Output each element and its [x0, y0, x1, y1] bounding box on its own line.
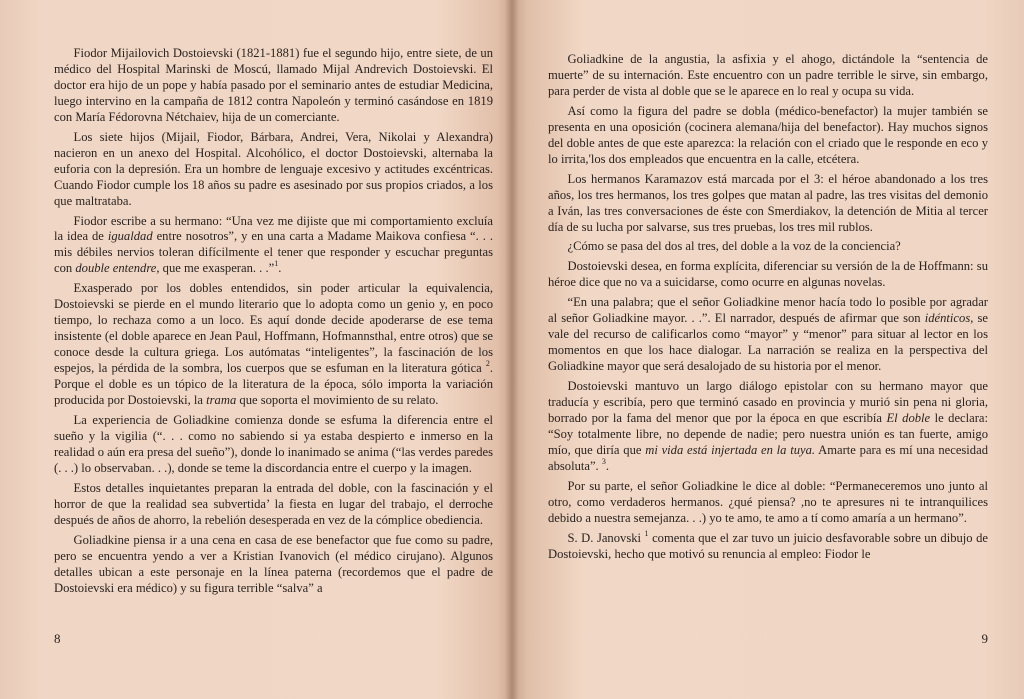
text-run: ¿Cómo se pasa del dos al tres, del doble a la voz de la conciencia?	[567, 239, 901, 254]
page-number-left: 8	[54, 631, 61, 647]
body-paragraph	[548, 479, 988, 527]
body-paragraph	[548, 52, 988, 100]
body-paragraph	[548, 295, 988, 375]
italic-text: El doble	[886, 411, 931, 426]
footnote-marker: 3	[601, 456, 606, 466]
body-paragraph	[54, 281, 493, 409]
text-run: le declara: “Soy totalmente libre, no depende de nadie; pero nuestra unión es tan fuerte, amigo mío, que diría que	[548, 411, 988, 457]
body-paragraph	[54, 481, 493, 529]
italic-text: idénticos,	[924, 311, 974, 326]
body-paragraph	[548, 239, 988, 255]
body-paragraph	[54, 413, 493, 477]
text-run: que me exasperan. . .”	[159, 261, 275, 276]
right-page-text	[548, 52, 988, 563]
text-run: . Porque el doble es un tópico de la literatura de la época, sólo importa la variación producida por Dostoievski, la	[54, 361, 493, 408]
body-paragraph	[548, 172, 988, 236]
right-page	[512, 0, 1024, 699]
text-run: .	[605, 458, 610, 473]
text-run: Exasperado por los dobles entendidos, sin poder articular la equivalencia, Dostoievski se pierde en el mundo literario que lo adopta como un genio y, en poco tiempo, lo rechaza como a un loco. Es aquí donde decide apoderarse de ese tema insistente (el doble aparece en Jean Paul, Hoffmann, Hofmannsthal, entre otros) que se conoce desde la cultura griega. Los autómatas “inteligentes”, la fascinación de los espejos, la pérdida de la sombra, los cuerpos que se esfuman en la literatura gótica	[54, 281, 493, 376]
left-page-text	[54, 46, 493, 596]
text-run: Goliadkine de la angustia, la asfixia y el ahogo, dictándole la “sentencia de muerte” de su internación. Este encuentro con un padre terrible le sirve, sin embargo, para perder de vista al doble que se le aparece en lo real y ocupa su vida.	[548, 52, 988, 98]
footnote-marker: 1	[274, 259, 279, 269]
text-run: Los hermanos Karamazov está marcada por el 3: el héroe abandonado a los tres años, los tres hermanos, los tres golpes que matan al padre, las tres visitas del demonio a Iván, las tres conversaciones de éste con Smerdiakov, la detención de Mitia al tercer día de su lucha por salvarse, sus tres pruebas, los tres mil rublos.	[548, 171, 988, 234]
text-run: Por su parte, el señor Goliadkine le dice al doble: “Permaneceremos uno junto al otro, como verdaderos hermanos. ¿qué piensa? ,no te apresures ni te intranquilices debido a nuestra semejanza. . .) yo te amo, te amo a tí como amaría a un hermano”.	[548, 478, 988, 525]
text-run: “En una palabra; que el señor Goliadkine menor hacía todo lo posible por agradar al señor Goliadkine mayor. . .”. El narrador, después de afirmar que son	[548, 295, 988, 326]
text-run: La experiencia de Goliadkine comienza donde se esfuma la diferencia entre el sueño y la vigilia (“. . . como no sabiendo si ya estaba despierto e inmerso en la realidad o aún era presa del sueño”), donde lo inanimado se anima (“las verdes paredes (. . .) lo observaban. . .), donde se teme la discordancia entre el cuerpo y la imagen.	[54, 412, 493, 475]
text-run: S. D. Janovski	[567, 530, 645, 545]
text-run: Estos detalles inquietantes preparan la entrada del doble, con la fascinación y el horror de que la realidad sea subvertida’ la fiesta en lugar del trabajo, el derroche después de años de ahorro, la rebelión desesperada en vez de la cómplice obediencia.	[54, 480, 493, 527]
body-paragraph	[54, 214, 493, 278]
italic-text: mi vida está injertada en la tuya.	[645, 442, 816, 457]
body-paragraph	[548, 104, 988, 168]
footnote-marker: 1	[644, 528, 649, 538]
page-number-right: 9	[981, 631, 988, 647]
text-run: Fiodor escribe a su hermano: “Una vez me dijiste que mi comportamiento excluía la idea de	[54, 213, 493, 244]
italic-text: trama	[206, 393, 237, 408]
footnote-marker: 2	[485, 359, 490, 369]
book-gutter	[505, 0, 519, 699]
text-run: Amarte para es mí una necesidad absoluta”.	[548, 442, 988, 473]
text-run: Dostoievski mantuvo un largo diálogo epistolar con su hermano mayor que traducía y escribía, pero que terminó casado en provincia y murió sin pena ni gloria, borrado por la fama del menor que por la época en que escribía	[548, 379, 988, 426]
italic-text: double entendre,	[75, 261, 160, 276]
text-run: .	[278, 261, 282, 276]
text-run: comenta que el zar tuvo un juicio desfavorable sobre un dibujo de Dostoievski, hecho que motivó su renuncia al empleo: Fiodor le	[548, 530, 988, 561]
text-run: Fiodor Mijailovich Dostoievski (1821-1881) fue el segundo hijo, entre siete, de un médico del Hospital Marinski de Moscú, llamado Mijal Andrevich Dostoievski. El doctor era hijo de un pope y había pasado por el seminario antes de estudiar Medicina, luego intervino en la campaña de 1812 contra Napoleón y terminó casándose en 1819 con María Fédorovna Nétchaiev, hija de un comerciante.	[54, 46, 493, 124]
body-paragraph	[548, 259, 988, 291]
text-run: Así como la figura del padre se dobla (médico-benefactor) la mujer también se presenta en una oposición (cocinera alemana/hija del benefactor). Hay muchos signos del doble antes de que este aparezca: la relación con el criado que le responde en eco y lo irrita,'los dos empleados que encuentra en la calle, etcétera.	[548, 103, 988, 166]
body-paragraph	[548, 528, 988, 563]
body-paragraph	[54, 46, 493, 126]
text-run: Goliadkine piensa ir a una cena en casa de ese benefactor que fue como su padre, pero se encuentra yendo a ver a Kristian Ivanovich (el médico cirujano). Algunos detalles ubican a este personaje en la línea paterna (recordemos que el padre de Dostoievski era médico) y su figura terrible “salva” a	[54, 532, 493, 595]
text-run: que soporta el movimiento de su relato.	[236, 393, 439, 408]
text-run: Dostoievski desea, en forma explícita, diferenciar su versión de la de Hoffmann: su héroe dice que no va a suicidarse, como ocurre en algunas novelas.	[548, 259, 988, 290]
body-paragraph	[54, 533, 493, 597]
body-paragraph	[54, 130, 493, 210]
italic-text: igualdad	[107, 229, 153, 244]
text-run: Los siete hijos (Mijail, Fiodor, Bárbara, Andrei, Vera, Nikolai y Alexandra) nacieron en un anexo del Hospital. Alcohólico, el doctor Dostoievski, alternaba la euforia con la depresión. Era un hombre de lenguaje excesivo y actitudes excéntricas. Cuando Fiodor cumple los 18 años su padre es asesinado por sus propios criados, a los que maltrataba.	[54, 129, 493, 208]
text-run: se vale del recurso de calificarlos como “mayor” y “menor” para situar al lector en los momentos en que los hace dialogar. La narración se realiza en la perspectiva del Goliadkine mayor que será desalojado de su historia por el menor.	[548, 311, 989, 374]
body-paragraph	[548, 379, 988, 475]
text-run: entre nosotros”, y en una carta a Madame Maikova confiesa “. . . mis débiles nervios toleran difícilmente el tener que responder y escuchar preguntas con	[54, 229, 493, 276]
